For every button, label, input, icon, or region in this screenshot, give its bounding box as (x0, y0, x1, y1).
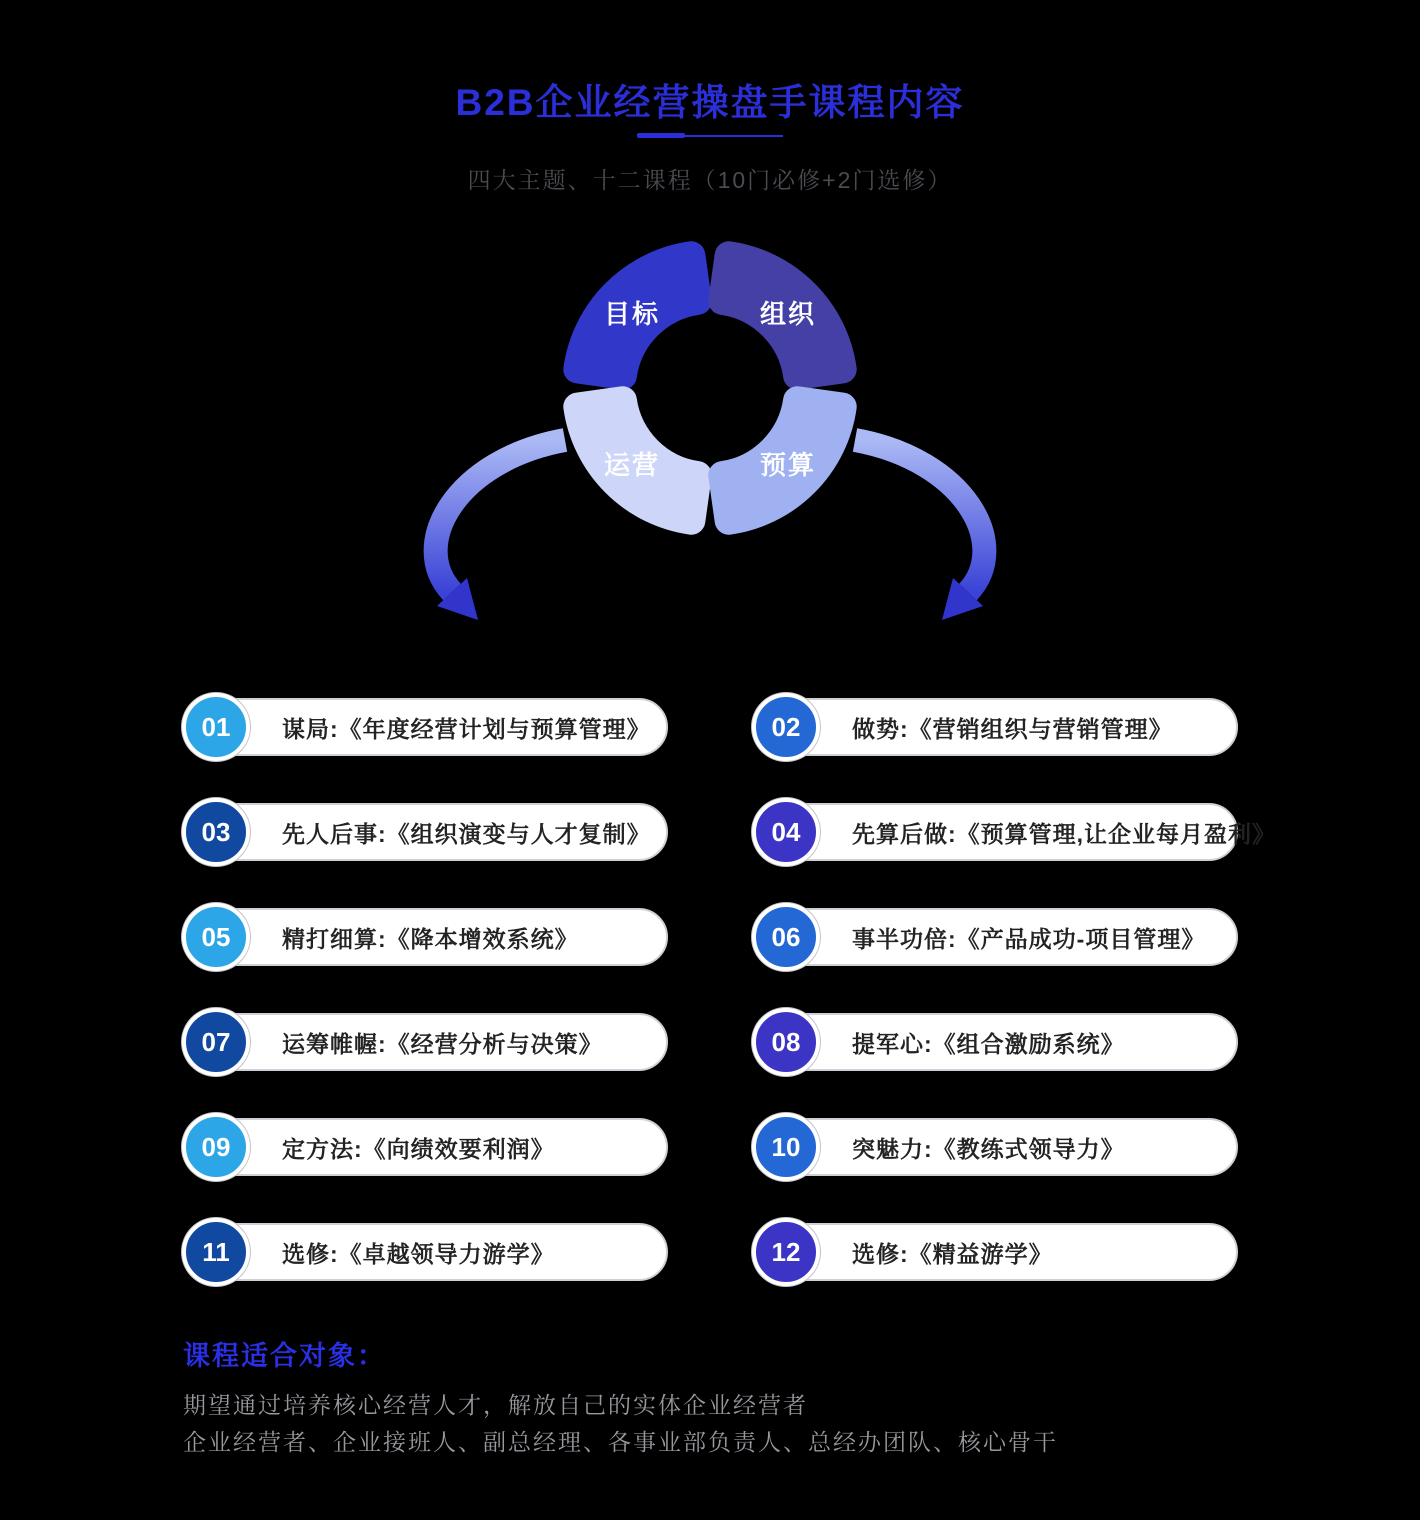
donut-chart (550, 228, 870, 548)
course-row (755, 803, 1277, 861)
audience-section (183, 1334, 1058, 1461)
course-title: 突魅力:《教练式领导力》 (852, 1135, 1125, 1162)
title-divider-thick (637, 133, 685, 138)
course-title: 选修:《卓越领导力游学》 (282, 1240, 555, 1267)
title-divider (637, 133, 783, 139)
course-number-badge: 11 (182, 1218, 250, 1286)
course-row (185, 1013, 668, 1071)
course-title: 先算后做:《预算管理,让企业每月盈利》 (852, 820, 1277, 847)
course-row (755, 698, 1238, 756)
course-pill (755, 698, 1238, 756)
donut-label-org: 组织 (759, 299, 817, 329)
course-title: 定方法:《向绩效要利润》 (282, 1135, 555, 1162)
course-title: 做势:《营销组织与营销管理》 (852, 715, 1173, 742)
course-number-badge: 04 (752, 798, 820, 866)
course-pill (185, 1118, 668, 1176)
curved-arrow-right-icon (825, 415, 1025, 655)
course-title: 谋局:《年度经营计划与预算管理》 (282, 715, 651, 742)
course-pill (755, 1118, 1238, 1176)
course-number-badge: 08 (752, 1008, 820, 1076)
course-number-badge: 02 (752, 693, 820, 761)
course-pill (755, 1223, 1238, 1281)
course-title: 事半功倍:《产品成功-项目管理》 (852, 925, 1206, 952)
course-list (185, 698, 1277, 1281)
course-number-badge: 12 (752, 1218, 820, 1286)
course-title: 先人后事:《组织演变与人才复制》 (282, 820, 651, 847)
page-subtitle: 四大主题、十二课程（10门必修+2门选修） (467, 167, 953, 193)
course-number-badge: 06 (752, 903, 820, 971)
curved-arrow-left-icon (395, 415, 595, 655)
course-title: 运筹帷幄:《经营分析与决策》 (282, 1030, 603, 1057)
course-number-badge: 07 (182, 1008, 250, 1076)
course-number-badge: 03 (182, 798, 250, 866)
course-row (185, 698, 668, 756)
course-row (755, 1013, 1238, 1071)
donut-label-budget: 预算 (759, 450, 817, 480)
course-pill (185, 803, 668, 861)
course-title: 精打细算:《降本增效系统》 (282, 925, 579, 952)
course-row (185, 803, 668, 861)
course-pill (185, 908, 668, 966)
course-pill (755, 908, 1238, 966)
course-title: 提军心:《组合激励系统》 (852, 1030, 1125, 1057)
course-pill (185, 698, 668, 756)
course-number-badge: 01 (182, 693, 250, 761)
course-number-badge: 10 (752, 1113, 820, 1181)
course-row (185, 908, 668, 966)
donut-label-goal: 目标 (603, 299, 661, 329)
audience-heading: 课程适合对象： (183, 1341, 386, 1371)
course-row (755, 1223, 1238, 1281)
audience-line-1: 期望通过培养核心经营人才，解放自己的实体企业经营者 (183, 1392, 808, 1418)
course-row (185, 1223, 668, 1281)
course-pill (755, 1013, 1238, 1071)
course-number-badge: 09 (182, 1113, 250, 1181)
course-title: 选修:《精益游学》 (852, 1240, 1053, 1267)
course-row (185, 1118, 668, 1176)
course-pill (185, 1013, 668, 1071)
course-number-badge: 05 (182, 903, 250, 971)
donut-label-operation: 运营 (603, 450, 661, 480)
page-title: B2B企业经营操盘手课程内容 (455, 82, 965, 123)
course-row (755, 1118, 1238, 1176)
audience-line-2: 企业经营者、企业接班人、副总经理、各事业部负责人、总经办团队、核心骨干 (183, 1429, 1058, 1455)
title-divider-thin (683, 135, 783, 137)
course-row (755, 908, 1238, 966)
course-pill (185, 1223, 668, 1281)
course-pill (755, 803, 1277, 861)
